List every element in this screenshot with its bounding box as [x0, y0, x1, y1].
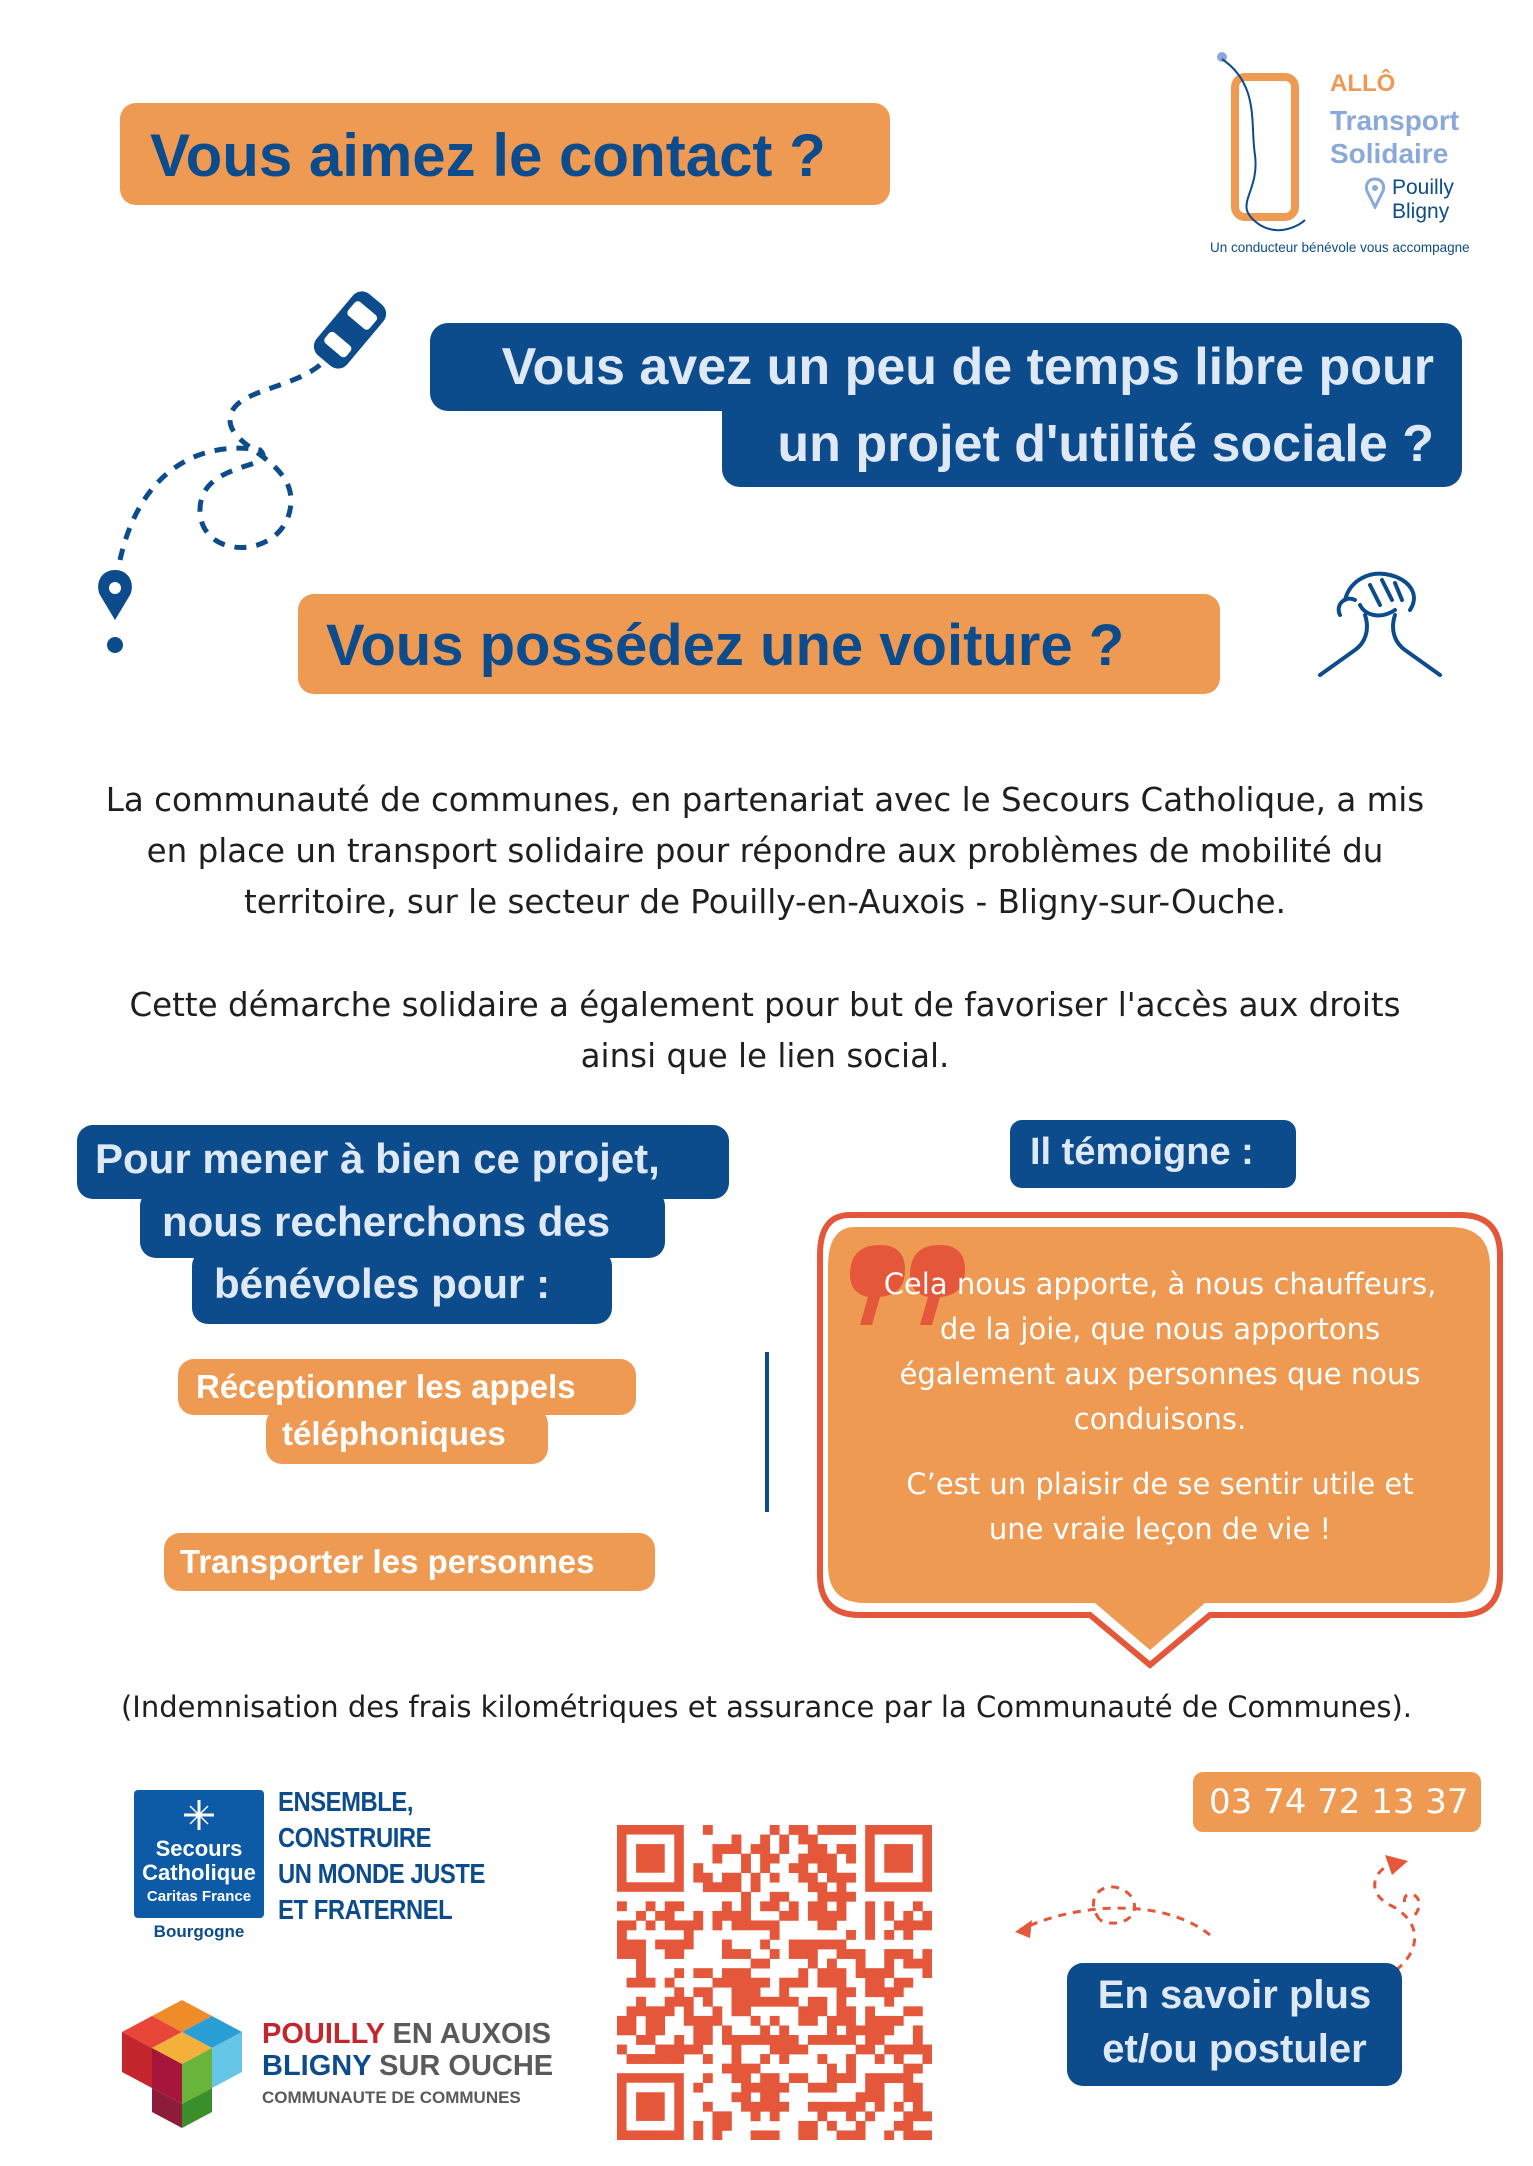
cc-line-3: COMMUNAUTE DE COMMUNES: [262, 2088, 521, 2107]
cta-line-1: En savoir plus: [1097, 1973, 1372, 2017]
headline-temps-line1: [430, 323, 1462, 411]
vertical-divider: [765, 1352, 769, 1512]
secours-slogan-1: ENSEMBLE,: [278, 1786, 414, 1817]
intro-paragraph-2: Cette démarche solidaire a également pour but de favoriser l'accès aux droits ainsi que le lien social.: [129, 986, 1401, 1075]
qr-finder-pattern: [622, 2078, 679, 2135]
testimony-quote-1: Cela nous apporte, à nous chauffeurs, de la joie, que nous apportons également aux personnes que nous conduisons.: [883, 1267, 1437, 1436]
role-reception-line2-text: téléphoniques: [282, 1415, 506, 1452]
footnote: (Indemnisation des frais kilométriques et assurance par la Communauté de Communes).: [120, 1690, 1413, 1724]
qr-finder-pattern: [870, 1830, 927, 1887]
logo-tagline: Un conducteur bénévole vous accompagne: [1210, 240, 1470, 255]
phone-number-text: 03 74 72 13 37: [1209, 1782, 1469, 1822]
communaute-de-communes-logo-graphic: [112, 1998, 252, 2130]
testimony-label-text: Il témoigne :: [1030, 1131, 1254, 1173]
location-pin-icon: [1364, 177, 1386, 209]
logo-pouilly: Pouilly: [1392, 176, 1454, 199]
cc-pouilly: POUILLY: [262, 2018, 385, 2050]
secours-slogan-2: CONSTRUIRE: [278, 1822, 432, 1853]
secours-name-1: Secours: [155, 1836, 243, 1861]
map-pin-icon: [98, 570, 132, 653]
cc-en-auxois: EN AUXOIS: [384, 2018, 552, 2050]
headline-temps-line2-text: un projet d'utilité sociale ?: [777, 415, 1434, 473]
cc-bligny: BLIGNY: [262, 2050, 372, 2082]
cross-icon: [182, 1798, 216, 1832]
recruit-line-3-text: bénévoles pour :: [214, 1260, 551, 1307]
role-reception-line2: [266, 1408, 548, 1464]
learn-more-apply-button[interactable]: [1067, 1963, 1402, 2086]
phone-number[interactable]: [1193, 1772, 1481, 1832]
logo-allo: ALLÔ: [1330, 70, 1396, 97]
headline-temps-line1-text: Vous avez un peu de temps libre pour: [501, 338, 1434, 396]
recruit-line-3: [192, 1250, 612, 1324]
secours-name-3: Caritas France: [146, 1888, 252, 1905]
secours-slogan-4: ET FRATERNEL: [278, 1894, 453, 1925]
role-transport-text: Transporter les personnes: [180, 1543, 595, 1580]
secours-name-2: Catholique: [142, 1860, 256, 1885]
secours-slogan-3: UN MONDE JUSTE: [278, 1858, 485, 1889]
allo-transport-logo-graphic: [1200, 45, 1310, 235]
allo-transport-logo-text: [1320, 70, 1500, 230]
cta-line-2: et/ou postuler: [1102, 2027, 1367, 2071]
qr-finder-pattern: [622, 1830, 679, 1887]
qr-code[interactable]: [617, 1825, 932, 2140]
handshake-icon: [1310, 555, 1450, 690]
recruit-line-2: [140, 1190, 665, 1258]
logo-transport: Transport: [1330, 105, 1460, 136]
cc-sur-ouche: SUR OUCHE: [371, 2050, 554, 2082]
headline-contact-text: Vous aimez le contact ?: [150, 122, 826, 189]
headline-voiture: [298, 594, 1220, 694]
logo-bligny: Bligny: [1392, 200, 1450, 223]
headline-temps-line2: [722, 400, 1462, 487]
recruit-line-1-text: Pour mener à bien ce projet,: [95, 1135, 660, 1182]
testimony-label: [1010, 1120, 1296, 1188]
intro-paragraph-1: La communauté de communes, en partenariat avec le Secours Catholique, a mis en place un transport solidaire pour répondre aux problèmes de mobilité du territoire, sur le secteur de Pouilly-en-Auxois - Bligny-sur-Ouche.: [105, 781, 1425, 921]
secours-region: Bourgogne: [153, 1922, 245, 1941]
role-transport: [164, 1533, 655, 1591]
secours-catholique-logo: [134, 1790, 264, 1918]
testimony-quote-2: C’est un plaisir de se sentir utile et une vraie leçon de vie !: [906, 1467, 1414, 1546]
logo-solidaire: Solidaire: [1330, 138, 1449, 169]
role-reception-line1-text: Réceptionner les appels: [196, 1368, 576, 1405]
cc-line-2: [262, 2050, 553, 2083]
role-reception-line1: [178, 1359, 636, 1415]
headline-voiture-text: Vous possédez une voiture ?: [326, 613, 1125, 678]
recruit-line-1: [77, 1125, 729, 1199]
recruit-line-2-text: nous recherchons des: [162, 1198, 611, 1245]
headline-contact: [120, 103, 890, 205]
cc-line-1: [262, 2018, 551, 2051]
